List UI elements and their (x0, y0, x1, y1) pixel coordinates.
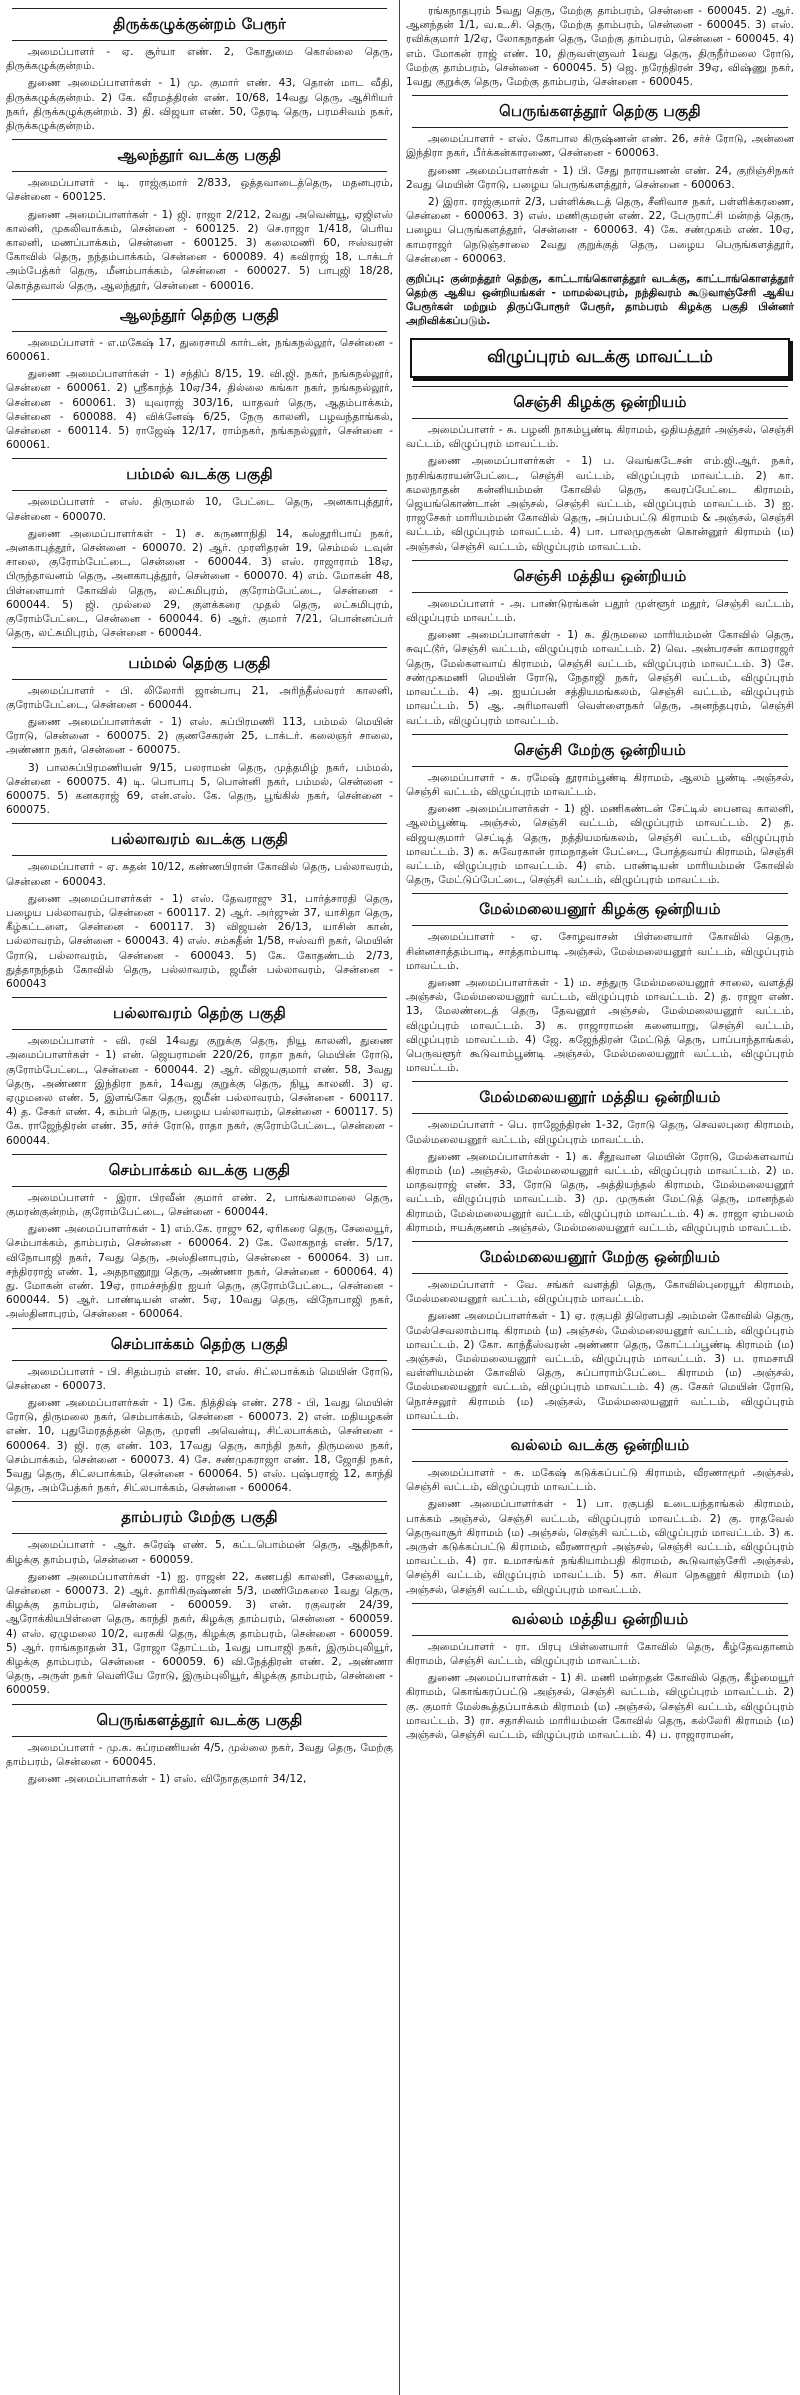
body-paragraph: அமைப்பாளர் - வி. ரவி 14வது குறுக்கு தெரு, நியூ காலனி, துணை அமைப்பாளர்கள் - 1) என். ஜெயராமன் 220/26, ராதா நகர், மெயின் ரோடு, குரோம்பேட்டை, சென்னை - 600044. 2) ஆர். விஜயகுமார் எண். 58, 3வது தெரு, அண்ணா இந்திரா நகர், 14வது குறுக்கு தெரு, நியூ காலனி. 3) ஏ. ஏழுமலை எண். 5, இளங்கோ தெரு, ஜமீன் பல்லாவரம், சென்னை - 600117. 4) த. சேகர் எண். 4, கம்பர் தெரு, பழைய பல்லாவரம், சென்னை - 600117. 5) கே. ராஜேந்திரன் எண். 35, சர்ச் ரோடு, ராதா நகர், குரோம்பேட்டை, சென்னை - 600044. (6, 1035, 393, 1147)
body-paragraph: 3) பாலசுப்பிரமணியன் 9/15, பலராமன் தெரு, முத்தமிழ் நகர், பம்மல், சென்னை - 600075. 4) டி. பொபாபு 5, பொன்னி நகர், பம்மல், சென்னை - 600075. 5) கனகராஜ் 69, என்.எஸ். கே. தெரு, பூங்கில் நகர், சென்னை - 600075. (6, 761, 393, 817)
section-heading: செம்பாக்கம் வடக்கு பகுதி (12, 1154, 387, 1187)
section-heading: பெருங்களத்தூர் வடக்கு பகுதி (12, 1704, 387, 1737)
section-heading: செஞ்சி மேற்கு ஒன்றியம் (412, 734, 788, 767)
body-paragraph: அமைப்பாளர் - சு. பழனி நாகம்பூண்டி கிராமம், ஒதியத்தூர் அஞ்சல், செஞ்சி வட்டம், விழுப்புரம் மாவட்டம். (406, 424, 794, 451)
body-paragraph: துணை அமைப்பாளர்கள் - 1) கே. நித்திஷ் எண். 278 - பி, 1வது மெயின் ரோடு, திருமலை நகர், செம்பாக்கம், சென்னை - 600073. 2) என். மதியழகன் எண். 10, புதுமேரதத்தன் தெரு, முரளி அவென்யு, சிட்லபாக்கம், சென்னை - 600064. 3) ஜி. ரகு எண். 103, 17வது தெரு, காந்தி நகர், திருமலை நகர், செம்பாக்கம், சென்னை - 600073. 4) சே. சண்முகராஜா எண். 18, ஜோதி நகர், 5வது தெரு, சிட்லபாக்கம், சென்னை - 600064. 5) எஸ். புஷ்பராஜ் 12, காந்தி தெரு, அம்பேத்கர் நகர், சிட்லபாக்கம், சென்னை - 600064. (6, 1397, 393, 1495)
section (6, 8, 393, 133)
body-paragraph: துணை அமைப்பாளர்கள் - 1) சு. திருமலை மாரியம்மன் கோவில் தெரு, சுவுட்டூர், செஞ்சி வட்டம், விழுப்புரம் மாவட்டம். 2) வெ. அன்பரசன் காமராஜர் தெரு, மேல்களவாய் கிராமம், செஞ்சி வட்டம், விழுப்புரம் மாவட்டம். 3) சே. சண்முகமணி மெயின் ரோடு, நேதாஜி நகர், செஞ்சி வட்டம், விழுப்புரம் மாவட்டம். 4) அ. ஐயப்பன் சத்தியமங்கலம், செஞ்சி வட்டம், விழுப்புரம் மாவட்டம். 5) ஆ. அரிமாவளி வெள்ளைநகர் தெரு, அனந்தபுரம், செஞ்சி வட்டம், விழுப்புரம் மாவட்டம். (406, 629, 794, 727)
section (406, 1429, 794, 1597)
section (6, 139, 393, 293)
body-paragraph: அமைப்பாளர் - சு. மகேஷ் கடுக்கப்பட்டு கிராமம், வீரணாமூர் அஞ்சல், செஞ்சி வட்டம், விழுப்புரம் மாவட்டம். (406, 1467, 794, 1494)
section-heading: பெருங்களத்தூர் தெற்கு பகுதி (412, 95, 788, 128)
body-paragraph: துணை அமைப்பாளர்கள் - 1) எஸ். சுப்பிரமணி 113, பம்மல் மெயின் ரோடு, சென்னை - 600075. 2) குணசேகரன் 25, டாக்டர். கலைஞர் சாலை, அண்ணா நகர், சென்னை - 600075. (6, 715, 393, 757)
body-paragraph: அமைப்பாளர் - எஸ். கோபால கிருஷ்ணன் எண். 26, சர்ச் ரோடு, அன்னை இந்திரா நகர், பீர்க்கன்காரணை, சென்னை - 600063. (406, 133, 794, 160)
section-heading: திருக்கழுக்குன்றம் பேரூர் (12, 8, 387, 41)
body-paragraph: துணை அமைப்பாளர்கள் - 1) ஜி. மணிகண்டன் சேட்டில் பைனவு காலனி, ஆலம்பூண்டி அஞ்சல், செஞ்சி வட்டம், விழுப்புரம் மாவட்டம். 2) த. விஜயகுமார் செட்டித் தெரு, நத்தியமங்கலம், செஞ்சி வட்டம், விழுப்புரம் மாவட்டம். 3) க. சுவேரகான் ராமநாதன் பேட்டை, போத்தவாய் கிராமம், செஞ்சி வட்டம், விழுப்புரம் மாவட்டம். 4) எம். பாண்டியன் மாரியம்மன் கோவில் தெரு, மேட்டுப்பேட்டை, செஞ்சி வட்டம், விழுப்புரம் மாவட்டம். (406, 803, 794, 887)
section-heading: பல்லாவரம் தெற்கு பகுதி (12, 997, 387, 1030)
body-paragraph: துணை அமைப்பாளர்கள் - 1) சி. மணி மன்றதன் கோவில் தெரு, கீழ்மையூர் கிராமம், கொங்கரப்பட்டு அஞ்சல், செஞ்சி வட்டம், விழுப்புரம் மாவட்டம். 2) கு. குமார் மேல்கூத்தப்பாக்கம் கிராமம் (ம) அஞ்சல், செஞ்சி வட்டம், விழுப்புரம் மாவட்டம். 3) ரா. சதாசிவம் மாரியம்மன் கோவில் தெரு, கல்லேரி கிராமம் (ம) அஞ்சல், செஞ்சி வட்டம், விழுப்புரம் மாவட்டம். 4) ப. ராஜாராமன், (406, 1672, 794, 1742)
section (6, 1704, 393, 1787)
body-paragraph: துணை அமைப்பாளர்கள் - 1) ஜி. ராஜா 2/212, 2வது அவென்யூ, ஏஜிஎஸ் காலனி, முகலிவாக்கம், சென்னை - 600125. 2) செ.ராஜா 1/418, பெரிய காலனி, மணப்பாக்கம், சென்னை - 600125. 3) கலைமணி 60, ஈஸ்வரன் கோவில் தெரு, நந்தம்பாக்கம், சென்னை - 600089. 4) கவிராஜ் 18, டாக்டர் அம்பேத்கர் தெரு, மீனம்பாக்கம், சென்னை - 600027. 5) பாபுஜி 18/28, கொத்தவால் தெரு, ஆலந்தூர், சென்னை - 600016. (6, 208, 393, 292)
section-heading: பல்லாவரம் வடக்கு பகுதி (12, 823, 387, 856)
section (6, 823, 393, 991)
body-paragraph: துணை அமைப்பாளர்கள் - 1) பா. ரகுபதி உடையந்தாங்கல் கிராமம், பாக்கம் அஞ்சல், செஞ்சி வட்டம், விழுப்புரம் மாவட்டம். 2) கு. ராதவேல் தெருவாசூர் கிராமம் (ம) அஞ்சல், செஞ்சி வட்டம், விழுப்புரம் மாவட்டம். 3) க. அருள் கடுக்கப்பட்டு கிராமம், வீரணாமூர் அஞ்சல், செஞ்சி வட்டம், விழுப்புரம் மாவட்டம். 4) ரா. உமாசங்கர் நங்கியாம்பதி கிராமம், கூடுவாஞ்சேரி அஞ்சல், செஞ்சி வட்டம், விழுப்புரம் மாவட்டம். 5) கா. சிவா நெகனூர் கிராமம் (ம) அஞ்சல், செஞ்சி வட்டம், விழுப்புரம் மாவட்டம். (406, 1498, 794, 1596)
right-column-continuation (406, 4, 794, 266)
section (6, 647, 393, 818)
section (6, 997, 393, 1148)
section-heading: பம்மல் தெற்கு பகுதி (12, 647, 387, 680)
section (406, 1081, 794, 1235)
body-paragraph: அமைப்பாளர் - ஏ. சுதன் 10/12, கண்ணபிரான் கோவில் தெரு, பல்லாவரம், சென்னை - 600043. (6, 861, 393, 888)
body-paragraph: அமைப்பாளர் - எ.மகேஷ் 17, துரைசாமி கார்டன், நங்கநல்லூர், சென்னை - 600061. (6, 336, 393, 364)
right-column (400, 0, 800, 2395)
body-paragraph: அமைப்பாளர் - ஏ. சோழவாசன் பிள்ளையார் கோவில் தெரு, சின்னசாத்தம்பாடி, சாத்தாம்பாடி அஞ்சல், மேல்மலையனூர் வட்டம், விழுப்புரம் மாவட்டம். (406, 931, 794, 972)
body-paragraph: அமைப்பாளர் - அ. பாண்டுரங்கன் பதூர் முள்ளூர் மதூர், செஞ்சி வட்டம், விழுப்புரம் மாவட்டம். (406, 597, 794, 625)
section (6, 1328, 393, 1496)
body-paragraph: அமைப்பாளர் - மு.க. சுப்ரமணியன் 4/5, முல்லை நகர், 3வது தெரு, மேற்கு தாம்பரம், சென்னை - 600045. (6, 1741, 393, 1768)
section-heading: ஆலந்தூர் வடக்கு பகுதி (12, 139, 387, 172)
body-paragraph: அமைப்பாளர் - பி. சிதம்பரம் எண். 10, எஸ். சிட்லபாக்கம் மெயின் ரோடு, சென்னை - 600073. (6, 1365, 393, 1392)
section-heading: மேல்மலையனூர் மேற்கு ஒன்றியம் (412, 1241, 788, 1274)
notice-paragraph: குறிப்பு: குன்றத்தூர் தெற்கு, காட்டாங்கொளத்தூர் வடக்கு, காட்டாங்கொளத்தூர் தெற்கு ஆகிய ஒன்றியங்கள் - மாமல்லபுரம், நந்திவரம் கூடுவாஞ்சேரி ஆகிய பேரூர்கள் மற்றும் திருப்போரூர் பேரூர், தாம்பரம் கிழக்கு பகுதி பின்னர் அறிவிக்கப்படும். (406, 273, 794, 328)
section-heading: செஞ்சி மத்திய ஒன்றியம் (412, 560, 788, 593)
body-paragraph: அமைப்பாளர் - பி. லிலோரி ஜான்பாபு 21, அரிந்தீஸ்வரர் காலனி, குரோம்பேட்டை, சென்னை - 600044. (6, 684, 393, 711)
section (406, 1603, 794, 1742)
body-paragraph: துணை அமைப்பாளர்கள் - 1) ப. வெங்கடேசன் எம்.ஜி.ஆர். நகர், நரசிங்கராயன்பேட்டை, செஞ்சி வட்டம், விழுப்புரம் மாவட்டம். 2) கா. கமலநாதன் கன்னியம்மன் கோவில் தெரு, கவரப்பேட்டை கிராமம், ஜெயங்கொண்டான் அஞ்சல், செஞ்சி வட்டம், விழுப்புரம் மாவட்டம். 3) ஐ. ராஜசேகர் மாரியம்மன் கோவில் தெரு, அப்பம்பட்டு கிராமம் & அஞ்சல், செஞ்சி வட்டம், விழுப்புரம் மாவட்டம். 4) பா. பாலமுருகன் கொன்னூர் கிராமம் (ம) அஞ்சல், செஞ்சி வட்டம், விழுப்புரம் மாவட்டம். (406, 455, 794, 553)
section-heading: ஆலந்தூர் தெற்கு பகுதி (12, 299, 387, 332)
body-paragraph: 2) இரா. ராஜ்குமார் 2/3, பள்ளிக்கூடத் தெரு, சீனிவாச நகர், பள்ளிக்கரணை, சென்னை - 600063. 3) எஸ். மணிகுமரன் எண். 22, பேருராட்சி மன்றத் தெரு, பழைய பெருங்களத்தூர், சென்னை - 600063. 4) கே. சண்முகம் எண். 10ஏ, காமராஜர் நெடுஞ்சாலை 2வது குறுக்குத் தெரு, பழைய பெருங்களத்தூர், சென்னை - 600063. (406, 196, 794, 265)
body-paragraph: துணை அமைப்பாளர்கள் - 1) ஏ. ரகுபதி திரௌபதி அம்மன் கோவில் தெரு, மேல்செவலாம்பாடி கிராமம் (ம) அஞ்சல், மேல்மலையனூர் வட்டம், விழுப்புரம் மாவட்டம். 2) கோ. காந்தீஸ்வரன் அண்ணா தெரு, கோட்டப்பூண்டி கிராமம் (ம) அஞ்சல், மேல்மலையனூர் வட்டம், விழுப்புரம் மாவட்டம். 3) ப. ராமசாமி வள்ளியம்மன் கோவில் தெரு, சுப்பாராம்பேட்டை கிராமம் (ம) அஞ்சல், மேல்மலையனூர் வட்டம், விழுப்புரம் மாவட்டம். 4) கு. சேகர் மெயின் ரோடு, நொச்சலூர் கிராமம் (ம) அஞ்சல், மேல்மலையனூர் வட்டம், விழுப்புரம் மாவட்டம். (406, 1310, 794, 1422)
body-paragraph: ரங்கநாதபுரம் 5வது தெரு, மேற்கு தாம்பரம், சென்னை - 600045. 2) ஆர். ஆனந்தன் 1/1, வ.உ.சி. தெரு, மேற்கு தாம்பரம், சென்னை - 600045. 3) எஸ். ரவிக்குமார் 1/2ஏ, லோகநாதன் தெரு, மேற்கு தாம்பரம், சென்னை - 600045. 4) எம். மோகன் ராஜ் எண். 10, திருவள்ளுவர் 1வது தெரு, திருநீர்மலை ரோடு, மேற்கு தாம்பரம், சென்னை - 600045. 5) ஜெ. நரேந்திரன் 39ஏ, விஷ்ணு நகர், 1வது குறுக்கு தெரு, மேற்கு தாம்பரம், சென்னை - 600045. (406, 5, 794, 89)
body-paragraph: துணை அமைப்பாளர்கள் - 1) எம்.கே. ராஜு 62, ஏரிகரை தெரு, சேலையூர், செம்பாக்கம், தாம்பரம், சென்னை - 600064. 2) கே. லோகநாத் எண். 5/17, விநோபாஜி நகர், 7வது தெரு, அஸ்தினாபுரம், சென்னை - 600064. 3) பா. சந்திரராஜ் எண். 1, அதநாணூறு தெரு, அண்ணா நகர், சென்னை - 600064. 4) து. மோகன் எண். 19ஏ, ராமச்சந்திர ஐயர் தெரு, குரோம்பேட்டை, சென்னை - 600044. 5) ஆர். பாண்டியன் எண். 5ஏ, 10வது தெரு, விநோபாஜி நகர், அஸ்தினாபுரம், சென்னை - 600064. (6, 1223, 393, 1321)
section-heading: பம்மல் வடக்கு பகுதி (12, 458, 387, 491)
body-paragraph: அமைப்பாளர் - ஏ. சூர்யா எண். 2, கோதுமை கொல்லை தெரு, திருக்கழுக்குன்றம். (6, 46, 393, 73)
section (406, 1241, 794, 1423)
section (6, 299, 393, 453)
body-paragraph: அமைப்பாளர் - டி. ராஜ்குமார் 2/833, ஒத்தவாடைத்தெரு, மதனபுரம், சென்னை - 600125. (6, 177, 393, 204)
body-paragraph: துணை அமைப்பாளர்கள் - 1) ச. கருணாநிதி 14, கஸ்தூரிபாய் நகர், அனகாபுத்தூர், சென்னை - 600070. 2) ஆர். முரளிதரன் 19, செம்மல் டவுன் சாலை, குரோம்பேட்டை, சென்னை - 600044. 3) எஸ். ராஜாராம் 18ஏ, பிருந்தாவனம் தெரு, அனகாபுத்தூர், சென்னை - 600070. 4) எம். மோகன் 48, பிள்ளையார் கோவில் தெரு, லட்சுமிபுரம், குரோம்பேட்டை, சென்னை - 600044. 5) ஜி. முல்லை 29, குளக்கரை முதல் தெரு, லட்சுமிபுரம், குரோம்பேட்டை, சென்னை - 600044. 6) ஆர். குமார் 7/21, பொன்னப்பர் தெரு, லட்சுமிபுரம், சென்னை - 600044. (6, 527, 393, 640)
section-heading: செஞ்சி கிழக்கு ஒன்றியம் (412, 386, 788, 419)
right-column-sections (406, 386, 794, 1742)
section (406, 386, 794, 554)
section (6, 458, 393, 640)
body-paragraph: அமைப்பாளர் - ரா. பிரபு பிள்ளையார் கோவில் தெரு, கீழ்தேவதானம் கிராமம், செஞ்சி வட்டம், விழுப்புரம் மாவட்டம். (406, 1640, 794, 1668)
body-paragraph: துணை அமைப்பாளர்கள் - 1) சந்திப் 8/15, 19. வி.ஜி. நகர், நங்கநல்லூர், சென்னை - 600061. 2) ஸ்ரீகாந்த் 10ஏ/34, தில்லை கங்கா நகர், நங்கநல்லூர், சென்னை - 600061. 3) யுவராஜ் 303/16, யாதவர் தெரு, ஆதம்பாக்கம், சென்னை - 600088. 4) விக்னேஷ் 6/25, நேரு காலனி, பழவந்தாங்கல், சென்னை - 600114. 5) ராஜேஷ் 12/17, ராம்நகர், நங்கநல்லூர், சென்னை - 600061. (6, 368, 393, 452)
section-heading: மேல்மலையனூர் மத்திய ஒன்றியம் (412, 1081, 788, 1114)
section (406, 4, 794, 89)
body-paragraph: துணை அமைப்பாளர்கள் - 1) ம. சந்துரு மேல்மலையனூர் சாலை, வளத்தி அஞ்சல், மேல்மலையனூர் வட்டம், விழுப்புரம் மாவட்டம். 2) த. ராஜா எண். 13, மேலண்டைத் தெரு, தேவனூர் அஞ்சல், மேல்மலையனூர் வட்டம், விழுப்புரம் மாவட்டம். 3) க. ராஜாராமன் கனையாறு, செஞ்சி வட்டம், விழுப்புரம் மாவட்டம். 4) ஜே. கஜேந்திரன் மேட்டுத் தெரு, பாப்பாந்தாங்கல், பெருவளூர் கூடுவாம்பூண்டி அஞ்சல், மேல்மலையனூர் வட்டம், விழுப்புரம் மாவட்டம். (406, 976, 794, 1075)
section (406, 560, 794, 728)
section-heading: வல்லம் வடக்கு ஒன்றியம் (412, 1429, 788, 1462)
district-title: விழுப்புரம் வடக்கு மாவட்டம் (410, 338, 790, 378)
section (6, 1154, 393, 1322)
body-paragraph: துணை அமைப்பாளர்கள் - 1) க. சீதூவான மெயின் ரோடு, மேல்களவாய் கிராமம் (ம) அஞ்சல், மேல்மலையனூர் வட்டம், விழுப்புரம் மாவட்டம். 2) ம. மாதவராஜ் எண். 33, ரோடு தெரு, அத்தியந்தல் கிராமம், மேல்மலையனூர் வட்டம், விழுப்புரம் மாவட்டம். 3) மு. முருகன் மேட்டுத் தெரு, மானந்தல் கிராமம், மேல்மலையனூர் வட்டம், விழுப்புரம் மாவட்டம். 4) சு. ராஜா ஏம்பலம் கிராமம், ஈயக்குணம் அஞ்சல், மேல்மலையனூர் வட்டம், விழுப்புரம் மாவட்டம். (406, 1150, 794, 1234)
section (6, 1501, 393, 1697)
body-paragraph: அமைப்பாளர் - பெ. ராஜேந்திரன் 1-32, ரோடு தெரு, செவலபுரை கிராமம், மேல்மலையனூர் வட்டம், விழுப்புரம் மாவட்டம். (406, 1119, 794, 1146)
body-paragraph: அமைப்பாளர் - ஆர். சுரேஷ் எண். 5, கட்டபொம்மன் தெரு, ஆதிநகர், கிழக்கு தாம்பரம், சென்னை - 600059. (6, 1539, 393, 1566)
body-paragraph: அமைப்பாளர் - வே. சங்கர் வளத்தி தெரு, கோவில்புரையூர் கிராமம், மேல்மலையனூர் வட்டம், விழுப்புரம் மாவட்டம். (406, 1278, 794, 1306)
body-paragraph: துணை அமைப்பாளர்கள் - 1) எஸ். விநோதகுமார் 34/12, (28, 1773, 307, 1786)
section-heading: தாம்பரம் மேற்கு பகுதி (12, 1501, 387, 1534)
body-paragraph: துணை அமைப்பாளர்கள் - 1) மு. குமார் எண். 43, தொன் மாட வீதி, திருக்கழுக்குன்றம். 2) கே. வீரமத்திரன் எண். 10/68, 14வது தெரு, ஆசிரியர் நகர், திருக்கழுக்குன்றம். 3) தி. விஜயா எண். 50, தேரடி தெரு, பரமசிவம் நகர், திருக்கழுக்குன்றம். (6, 77, 393, 133)
section-heading: செம்பாக்கம் தெற்கு பகுதி (12, 1328, 387, 1361)
section (406, 893, 794, 1075)
body-paragraph: துணை அமைப்பாளர்கள் - 1) பி. சேது நாராயணன் எண். 24, குறிஞ்சிநகர் 2வது மெயின் ரோடு, பழைய பெருங்களத்தூர், சென்னை - 600063. (406, 164, 794, 191)
body-paragraph: அமைப்பாளர் - சு. ரமேஷ் தூராம்பூண்டி கிராமம், ஆலம் பூண்டி அஞ்சல், செஞ்சி வட்டம், விழுப்புரம் மாவட்டம். (406, 771, 794, 798)
section (406, 95, 794, 266)
body-paragraph: துணை அமைப்பாளர்கள் -1) ஐ. ராஜன் 22, கணபதி காலனி, சேலையூர், சென்னை - 600073. 2) ஆர். தாரிகிருஷ்ணன் 5/3, மணிமேகலை 1வது தெரு, கிழக்கு தாம்பரம், சென்னை - 600059. 3) என். ரகுவரன் 24/39, ஆரோக்கியபிள்ளை தெரு, காந்தி நகர், கிழக்கு தாம்பரம், சென்னை - 600059. 4) எஸ். ஏழுமலை 10/2, வரசுகி தெரு, கிழக்கு தாம்பரம், சென்னை - 600059. 5) ஆர். ராங்கநாதன் 31, ரோஜா தோட்டம், 1வது பாபாஜி நகர், இரும்புலியூர், கிழக்கு தாம்பரம், சென்னை - 600059. 6) வி.நேத்திரன் எண். 2, அண்ணா தெரு, அருள் நகர் வெளியே ரோடு, இரும்புலியூர், கிழக்கு தாம்பரம், சென்னை - 600059. (6, 1570, 393, 1697)
body-paragraph: அமைப்பாளர் - இரா. பிரவீன் குமார் எண். 2, பாங்கலாமலை தெரு, குமரன்குன்றம், குரோம்பேட்டை, சென்னை - 600044. (6, 1191, 393, 1218)
body-paragraph: துணை அமைப்பாளர்கள் - 1) எஸ். தேவராஜு 31, பார்த்சாரதி தெரு, பழைய பல்லாவரம், சென்னை - 600117. 2) ஆர். அர்ஜுன் 37, யாசிதா தெரு, கீழ்கட்டளை, சென்னை - 600117. 3) விஜயன் 26/13, யாசின் கான், பல்லாவரம், சென்னை - 600043. 4) எஸ். சம்சுதீன் 1/58, ஈஸ்வரி நகர், மெயின் ரோடு, பல்லாவரம், சென்னை - 600043. 5) கே. கோதண்டம் 2/73, துத்தாநந்தம் கோவில் தெரு, பல்லாவரம், ஜமீன் பல்லாவரம், சென்னை - 600043 (6, 892, 393, 990)
section-heading: மேல்மலையனூர் கிழக்கு ஒன்றியம் (412, 893, 788, 926)
body-paragraph: அமைப்பாளர் - எஸ். திருமால் 10, பேட்டை தெரு, அனகாபுத்தூர், சென்னை - 600070. (6, 496, 393, 523)
section (406, 734, 794, 888)
section-heading: வல்லம் மத்திய ஒன்றியம் (412, 1603, 788, 1636)
